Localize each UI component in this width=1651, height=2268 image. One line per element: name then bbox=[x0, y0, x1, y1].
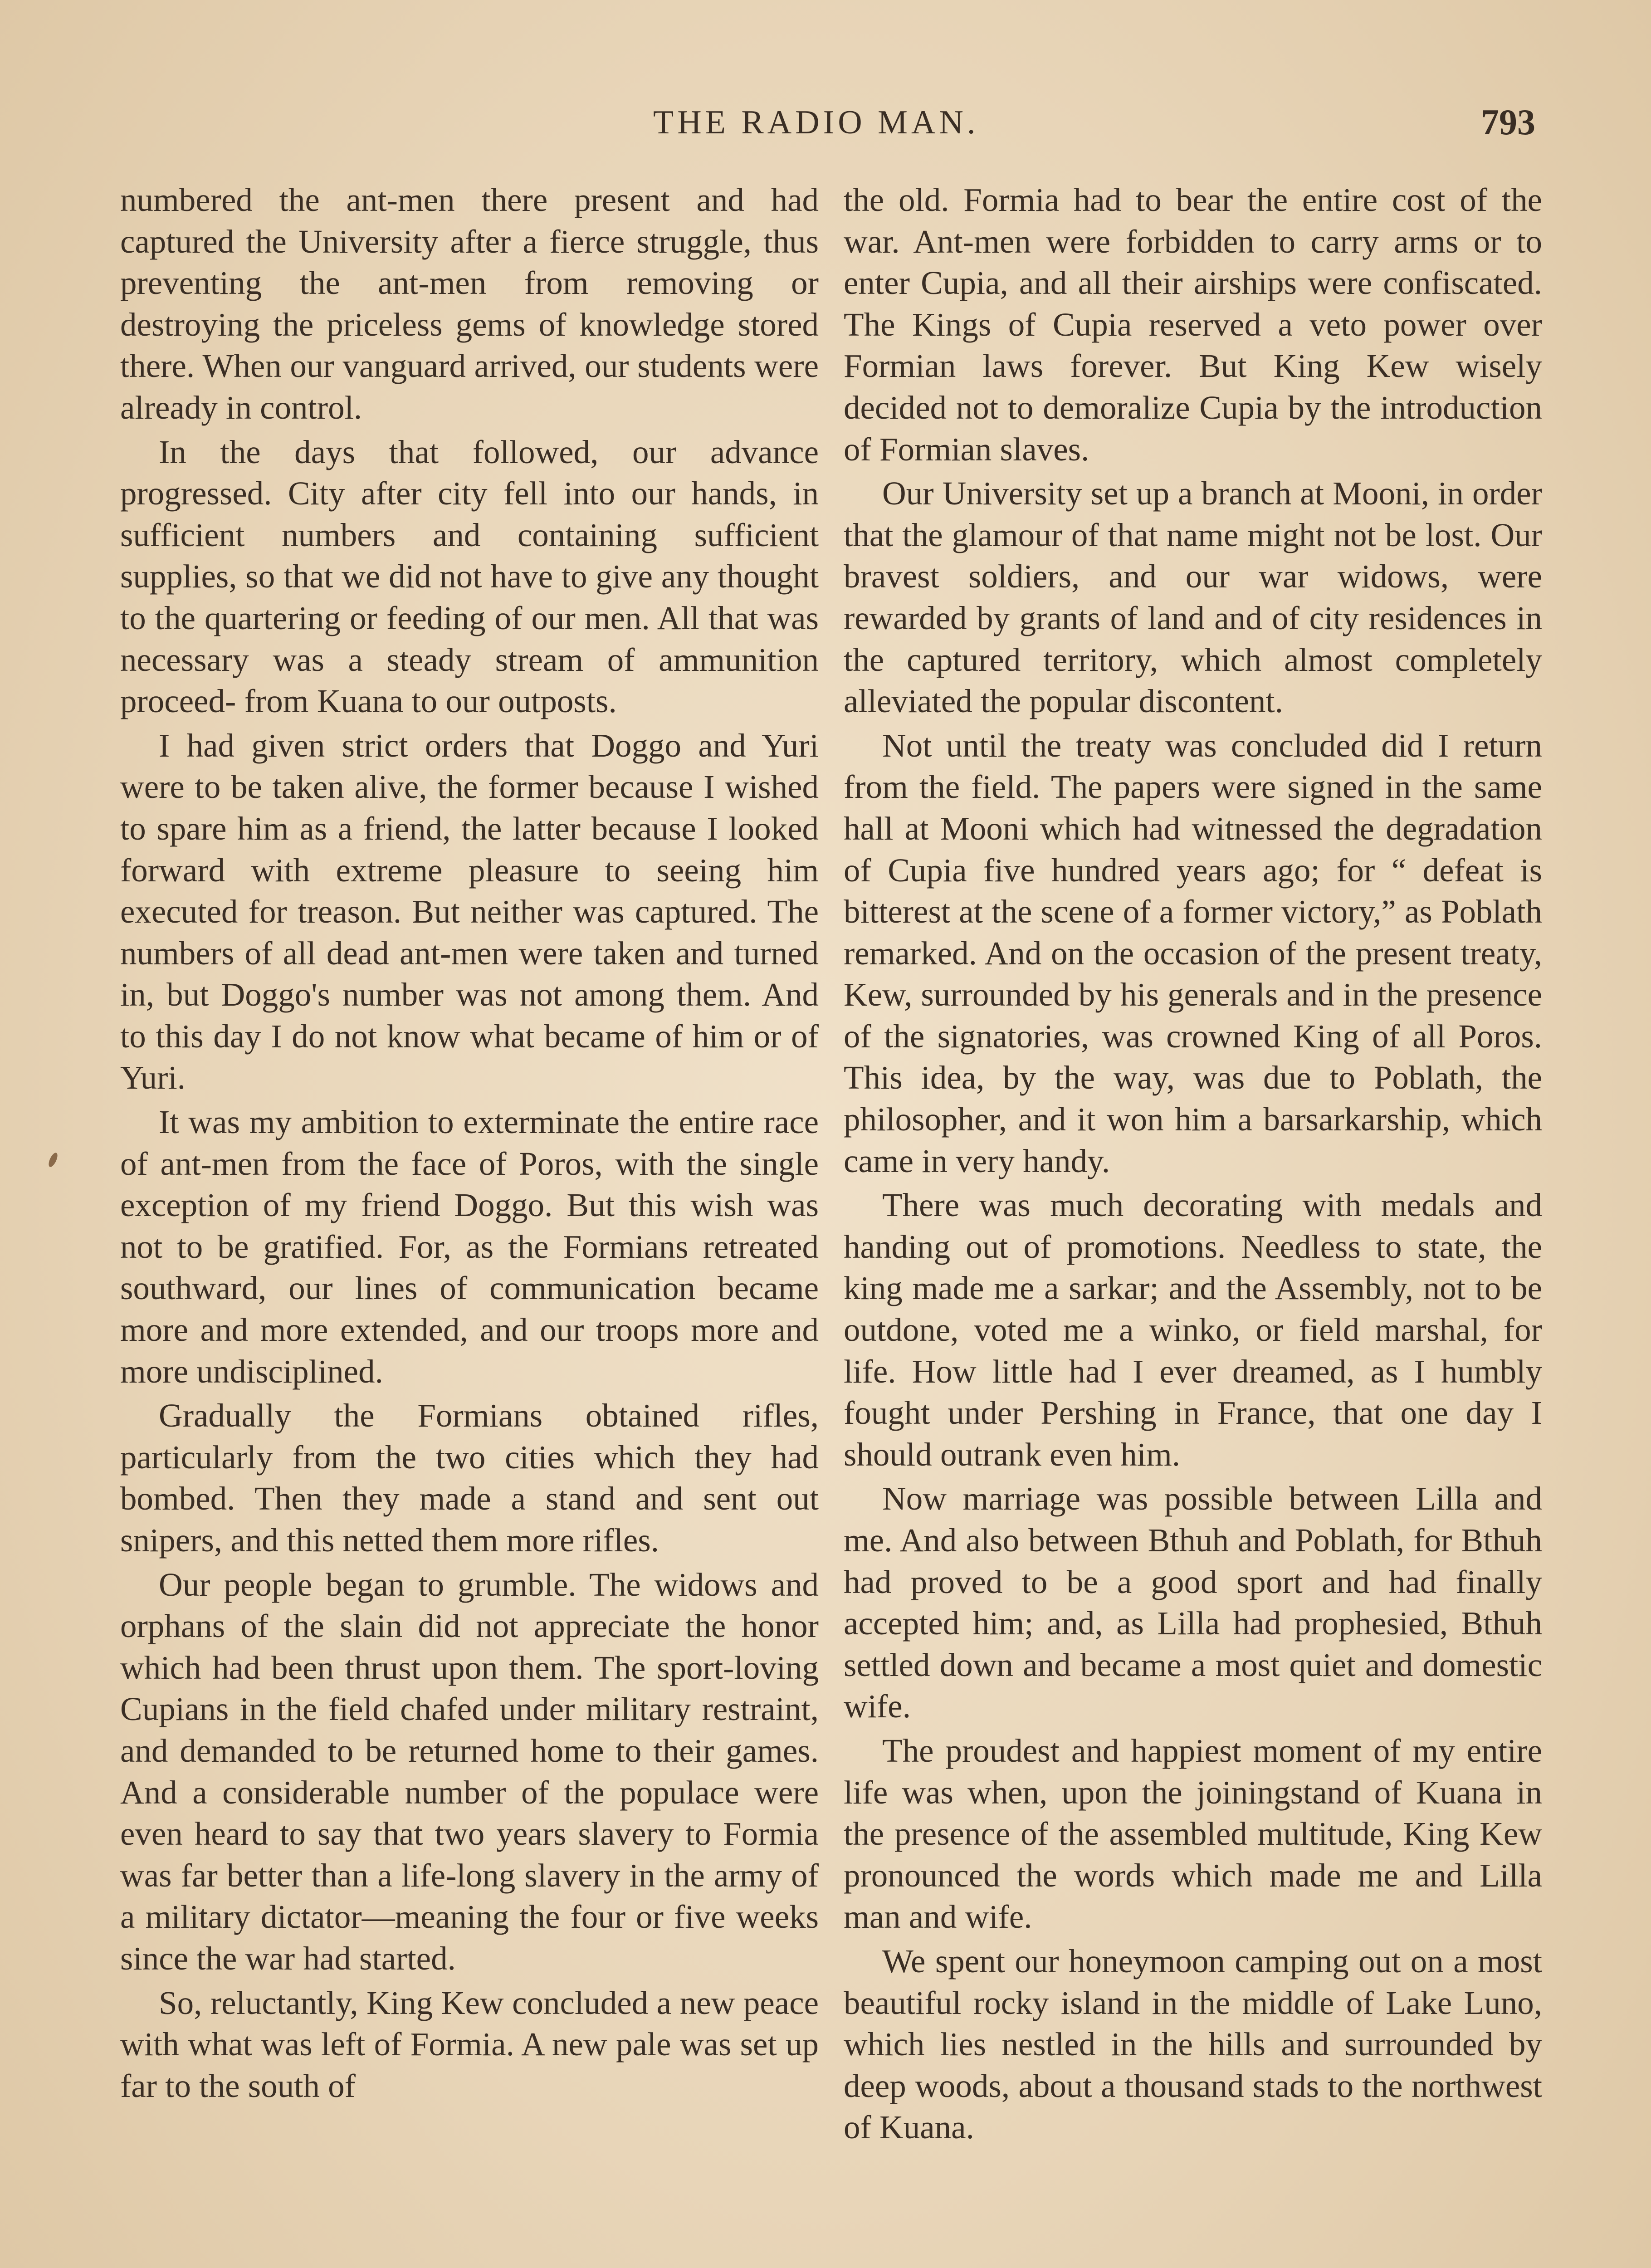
paragraph: So, reluctantly, King Kew concluded a new peace with what was left of Formia. A new pale was set up far to the south of bbox=[120, 1984, 819, 2104]
paragraph: numbered the ant-men there present and had captured the University after a fierce struggle, thus preventing the ant-men from removing or destroying the priceless gems of knowledge stored there. When our vanguard arrived, our students were already in control. bbox=[120, 181, 819, 426]
page-header bbox=[0, 98, 1651, 147]
paragraph: I had given strict orders that Doggo and Yuri were to be taken alive, the former because I wished to spare him as a friend, the latter because I looked forward with extreme pleasure to seeing him executed for treason. But neither was captured. The numbers of all dead ant-men were taken and turned in, but Doggo's number was not among them. And to this day I do not know what became of him or of Yuri. bbox=[120, 727, 819, 1096]
paragraph: The proudest and happiest moment of my entire life was when, upon the joiningstand of Kuana in the presence of the assembled multitude, King Kew pronounced the words which made me and Lilla man and wife. bbox=[844, 1732, 1542, 1936]
running-title: THE RADIO MAN. bbox=[653, 104, 979, 141]
paragraph: We spent our honeymoon camping out on a most beautiful rocky island in the middle of Lake Luno, which lies nestled in the hills and surrounded by deep woods, about a thousand stads to the northwest of Kuana. bbox=[844, 1942, 1542, 2146]
paper-speck bbox=[47, 1152, 59, 1168]
paragraph: the old. Formia had to bear the entire cost of the war. Ant-men were forbidden to carry arms or to enter Cupia, and all their airships were confiscated. The Kings of Cupia reserved a veto power over Formian laws forever. But King Kew wisely decided not to demoralize Cupia by the introduction of Formian slaves. bbox=[844, 181, 1542, 468]
paragraph: Gradually the Formians obtained rifles, particularly from the two cities which they had bombed. Then they made a stand and sent out snipers, and this netted them more rifles. bbox=[120, 1397, 819, 1559]
right-column bbox=[844, 179, 1542, 2148]
paragraph: It was my ambition to exterminate the entire race of ant-men from the face of Poros, with the single exception of my friend Doggo. But this wish was not to be gratified. For, as the Formians retreated southward, our lines of communication became more and more extended, and our troops more and more undisciplined. bbox=[120, 1104, 819, 1390]
page-number: 793 bbox=[1481, 103, 1535, 142]
paragraph: Not until the treaty was concluded did I return from the field. The papers were signed in the same hall at Mooni which had witnessed the degradation of Cupia five hundred years ago; for “ defeat is bitterest at the scene of a former victory,” as Poblath remarked. And on the occasion of the present treaty, Kew, surrounded by his generals and in the presence of the signatories, was crowned King of all Poros. This idea, by the way, was due to Poblath, the philosopher, and it won him a barsarkarship, which came in very handy. bbox=[844, 727, 1542, 1179]
paragraph: There was much decorating with medals and handing out of promotions. Needless to state, the king made me a sarkar; and the Assembly, not to be outdone, voted me a winko, or field marshal, for life. How little had I ever dreamed, as I humbly fought under Pershing in France, that one day I should outrank even him. bbox=[844, 1187, 1542, 1473]
paragraph: Our people began to grumble. The widows and orphans of the slain did not appreciate the honor which had been thrust upon them. The sport-loving Cupians in the field chafed under military restraint, and demanded to be returned home to their games. And a considerable number of the populace were even heard to say that two years slavery to Formia was far better than a life-long slavery in the army of a military dictator—meaning the four or five weeks since the war had started. bbox=[120, 1566, 819, 1977]
paragraph: Our University set up a branch at Mooni, in order that the glamour of that name might not be lost. Our bravest soldiers, and our war widows, were rewarded by grants of land and of city residences in the captured territory, which almost completely alleviated the popular discontent. bbox=[844, 475, 1542, 720]
paragraph: Now marriage was possible between Lilla and me. And also between Bthuh and Poblath, for Bthuh had proved to be a good sport and had finally accepted him; and, as Lilla had prophesied, Bthuh settled down and became a most quiet and domestic wife. bbox=[844, 1480, 1542, 1725]
paragraph: In the days that followed, our advance progressed. City after city fell into our hands, in sufficient numbers and containing sufficient supplies, so that we did not have to give any thought to the quartering or feeding of our men. All that was necessary was a steady stream of ammunition proceed- from Kuana to our outposts. bbox=[120, 433, 819, 720]
left-column bbox=[120, 179, 819, 2107]
